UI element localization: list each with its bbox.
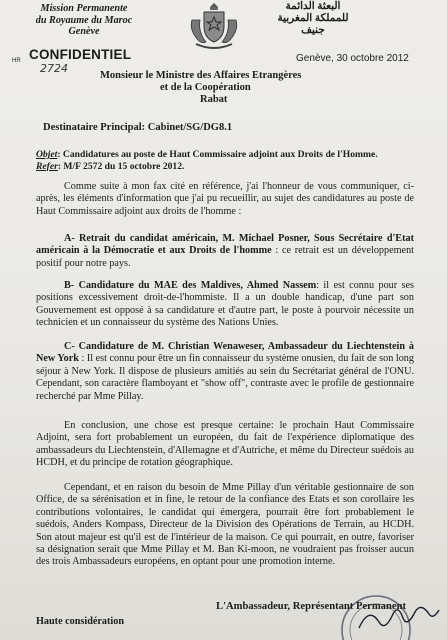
conf-mark: HR bbox=[12, 58, 21, 64]
mission-header bbox=[28, 3, 140, 38]
addressee-block bbox=[100, 70, 400, 106]
confidential-label: CONFIDENTIEL bbox=[29, 47, 132, 62]
signatory: L'Ambassadeur, Représentant Permanent bbox=[216, 601, 406, 612]
refer-text: : M/F 2572 du 15 octobre 2012. bbox=[57, 161, 185, 172]
paragraph-b bbox=[36, 280, 414, 330]
closing-formula: Haute considération bbox=[36, 616, 125, 627]
paragraph-a-heading: A- Retrait du candidat américain, M. Michael Posner, Sous Secrétaire d'Etat américain à la Démocratie et aux Droits de l'homme bbox=[36, 233, 414, 257]
addressee-line: Monsieur le Ministre des Affaires Etrangères bbox=[100, 70, 302, 81]
addressee-line: et de la Coopération bbox=[160, 82, 251, 93]
addressee-line: Rabat bbox=[200, 94, 228, 105]
arabic-line: البعثة الدائمة bbox=[285, 1, 341, 12]
paragraph-b-text: : il est connu pour ses positions excessivement droit-de-l'hommiste. Il a un double handicap, d'une part son Gouvernement est opposé à sa candidature et d'autre part, le poste à pourvoir nécessite un technicien et un connaisseur du système des Nations Unies. bbox=[36, 280, 414, 329]
arabic-line: جنيف bbox=[301, 25, 325, 36]
arabic-header bbox=[258, 1, 368, 37]
paragraph-a-text: : ce retrait est un développement positif pour notre pays. bbox=[36, 245, 414, 269]
paragraph-c bbox=[36, 341, 414, 403]
objet-text: : Candidatures au poste de Haut Commissaire adjoint aux Droits de l'Homme. bbox=[57, 149, 378, 160]
refer-label: Refer bbox=[36, 161, 58, 172]
coat-of-arms-icon bbox=[184, 0, 244, 52]
objet-label: Objet bbox=[36, 149, 58, 160]
paragraph-c-text: : Il est connu pour être un fin connaisseur du système onusien, du fait de son long séjour à New York. Il dispose de plusieurs amitiés au sein du Secrétariat général de l'ONU. Cependant, son caractère flamboyant et "show off", contraste avec le profile de gestionnaire recherché par Mme Pillay. bbox=[36, 353, 414, 402]
handwritten-number: 2724 bbox=[40, 62, 68, 75]
date-line: Genève, 30 octobre 2012 bbox=[296, 53, 409, 64]
intro-paragraph: Comme suite à mon fax cité en référence, j'ai l'honneur de vous communiquer, ci-après, les éléments d'information que j'ai pu recueillir, au sujet des candidatures au poste de Haut Commissaire adjoint aux droits de l'homme : bbox=[36, 181, 414, 217]
paragraph-a bbox=[36, 233, 414, 270]
paragraph-b-heading: B- Candidature du MAE des Maldives, Ahmed Nassem bbox=[64, 280, 317, 291]
destinataire-line: Destinataire Principal: Cabinet/SG/DG8.1 bbox=[43, 122, 233, 133]
mission-line: Genève bbox=[68, 26, 100, 37]
paragraph-c-heading: C- Candidature de M. Christian Wenaweser, Ambassadeur du Liechtenstein à New York bbox=[36, 341, 414, 365]
objet-block bbox=[36, 149, 411, 173]
conclusion-paragraph: En conclusion, une chose est presque certaine: le prochain Haut Commissaire Adjoint, sera fort probablement un européen, du fait de l'expérience diplomatique des ambassadeurs du Liechtenstein, d'Allemagne et d'Autriche, et même du Directeur suédois au HCDH, et du principe de rotation géographique. bbox=[36, 420, 414, 469]
mission-line: Mission Permanente bbox=[40, 3, 128, 14]
mission-line: du Royaume du Maroc bbox=[35, 14, 133, 26]
arabic-line: للمملكة المغربية bbox=[277, 13, 349, 24]
final-paragraph: Cependant, et en raison du besoin de Mme Pillay d'un véritable gestionnaire de son Office, de sa sérénisation et in fine, le retour de la confiance des Etats et son corollaire les contributions volontaires, le candidat qui émergera, pourrait être fort probablement le suédois, Anders Kompass, Directeur de la Division des Opérations de Terrain, au HCDH. Son atout majeur est qu'il est de l'intérieur de la maison. Ce qui pourrait, en outre, favoriser sa désignation serait que Mme Pillay et M. Ban Ki-moon, ne voudraient pas froisser aucun des trois Ambassadeurs européens, en optant pour une promotion interne. bbox=[36, 482, 414, 568]
